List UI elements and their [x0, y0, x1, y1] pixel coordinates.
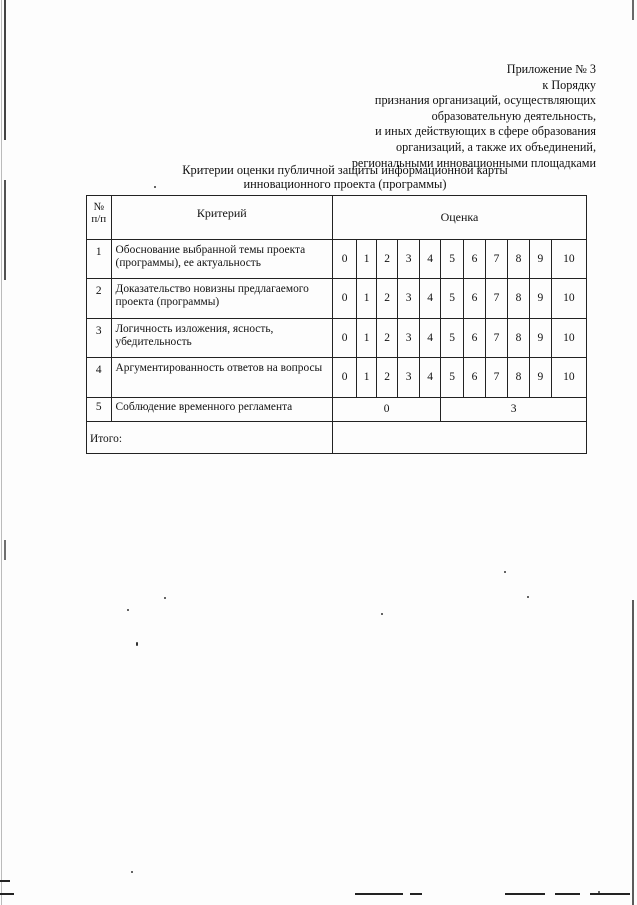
scan-speck	[164, 597, 166, 599]
document-title	[150, 163, 540, 191]
score-cell: 8	[507, 279, 529, 319]
scan-mark	[410, 893, 422, 895]
table-row	[87, 240, 587, 279]
score-cell: 8	[507, 319, 529, 358]
appendix-line: Приложение № 3	[506, 62, 596, 76]
table-header-row	[87, 196, 587, 240]
score-cell: 5	[441, 240, 463, 279]
score-cell: 1	[357, 319, 377, 358]
scan-mark	[0, 880, 10, 882]
score-cell: 3	[398, 319, 419, 358]
score-cell: 4	[419, 240, 440, 279]
score-cell: 7	[486, 240, 507, 279]
score-cell: 1	[357, 279, 377, 319]
score-cell: 7	[486, 319, 507, 358]
table-row	[87, 319, 587, 358]
scan-edge-right	[632, 0, 634, 905]
header-num	[87, 196, 112, 240]
table-row	[87, 279, 587, 319]
total-value-cell	[332, 422, 586, 454]
score-cell: 6	[463, 240, 485, 279]
criteria-table	[86, 195, 587, 454]
row-num: 1	[87, 240, 112, 279]
score-cell: 9	[530, 319, 551, 358]
appendix-header	[276, 62, 596, 171]
row-criterion: Доказательство новизны предлагаемого проекта (программы)	[111, 279, 332, 319]
row-criterion: Соблюдение временного регламента	[111, 398, 332, 422]
score-cell: 7	[486, 279, 507, 319]
scan-mark	[555, 893, 580, 895]
title-line: инновационного проекта (программы)	[243, 177, 447, 191]
score-cell: 6	[463, 279, 485, 319]
score-cell: 9	[530, 279, 551, 319]
score-cell: 5	[441, 279, 463, 319]
scan-speck	[127, 609, 129, 611]
title-line: Критерии оценки публичной защиты информационной карты	[182, 163, 508, 177]
score-cell: 10	[551, 319, 586, 358]
row-num: 2	[87, 279, 112, 319]
score-cell: 9	[530, 240, 551, 279]
header-score: Оценка	[332, 196, 586, 240]
score-cell: 6	[463, 319, 485, 358]
scan-edge	[1, 0, 2, 905]
score-cell: 2	[376, 319, 397, 358]
scan-speck	[136, 642, 138, 646]
appendix-line: региональными инновационными площадками	[351, 155, 596, 170]
header-num-label: №	[93, 201, 105, 213]
table-row	[87, 358, 587, 398]
scan-speck	[131, 871, 133, 873]
score-cell: 3	[441, 398, 587, 422]
score-cell: 0	[332, 240, 356, 279]
score-cell: 10	[551, 240, 586, 279]
score-cell: 10	[551, 279, 586, 319]
score-cell: 6	[463, 358, 485, 398]
scan-mark	[505, 893, 545, 895]
score-cell: 0	[332, 279, 356, 319]
row-num: 3	[87, 319, 112, 358]
scan-edge-left	[4, 0, 6, 905]
table-row	[87, 398, 587, 422]
row-criterion: Логичность изложения, ясность, убедительность	[111, 319, 332, 358]
score-cell: 10	[551, 358, 586, 398]
scan-speck	[527, 596, 529, 598]
scan-mark	[0, 893, 14, 895]
appendix-line: организаций, а также их объединений,	[396, 139, 596, 154]
score-cell: 3	[398, 279, 419, 319]
scan-mark	[355, 893, 403, 895]
appendix-line: к Порядку	[542, 77, 596, 92]
appendix-line: образовательную деятельность,	[431, 108, 596, 123]
score-cell: 4	[419, 279, 440, 319]
score-cell: 0	[332, 319, 356, 358]
score-cell: 5	[441, 358, 463, 398]
score-cell: 0	[332, 398, 440, 422]
row-criterion: Аргументированность ответов на вопросы	[111, 358, 332, 398]
total-row	[87, 422, 587, 454]
score-cell: 9	[530, 358, 551, 398]
score-cell: 3	[398, 358, 419, 398]
score-cell: 0	[332, 358, 356, 398]
score-cell: 1	[357, 240, 377, 279]
header-criterion: Критерий	[111, 196, 332, 240]
score-cell: 4	[419, 319, 440, 358]
score-cell: 7	[486, 358, 507, 398]
scan-mark	[590, 893, 630, 895]
score-cell: 2	[376, 279, 397, 319]
score-cell: 4	[419, 358, 440, 398]
total-label: Итого:	[87, 422, 333, 454]
score-cell: 2	[376, 240, 397, 279]
score-cell: 1	[357, 358, 377, 398]
appendix-line: и иных действующих в сфере образования	[375, 124, 596, 139]
score-cell: 5	[441, 319, 463, 358]
score-cell: 2	[376, 358, 397, 398]
row-num: 5	[87, 398, 112, 422]
appendix-line: признания организаций, осуществляющих	[374, 93, 596, 108]
header-num-sublabel: п/п	[91, 213, 107, 225]
scan-speck	[381, 613, 383, 615]
score-rows	[87, 240, 587, 398]
scan-speck	[504, 571, 506, 573]
score-cell: 8	[507, 240, 529, 279]
row-criterion: Обоснование выбранной темы проекта (программы), ее актуальность	[111, 240, 332, 279]
score-cell: 3	[398, 240, 419, 279]
score-cell: 8	[507, 358, 529, 398]
row-num: 4	[87, 358, 112, 398]
